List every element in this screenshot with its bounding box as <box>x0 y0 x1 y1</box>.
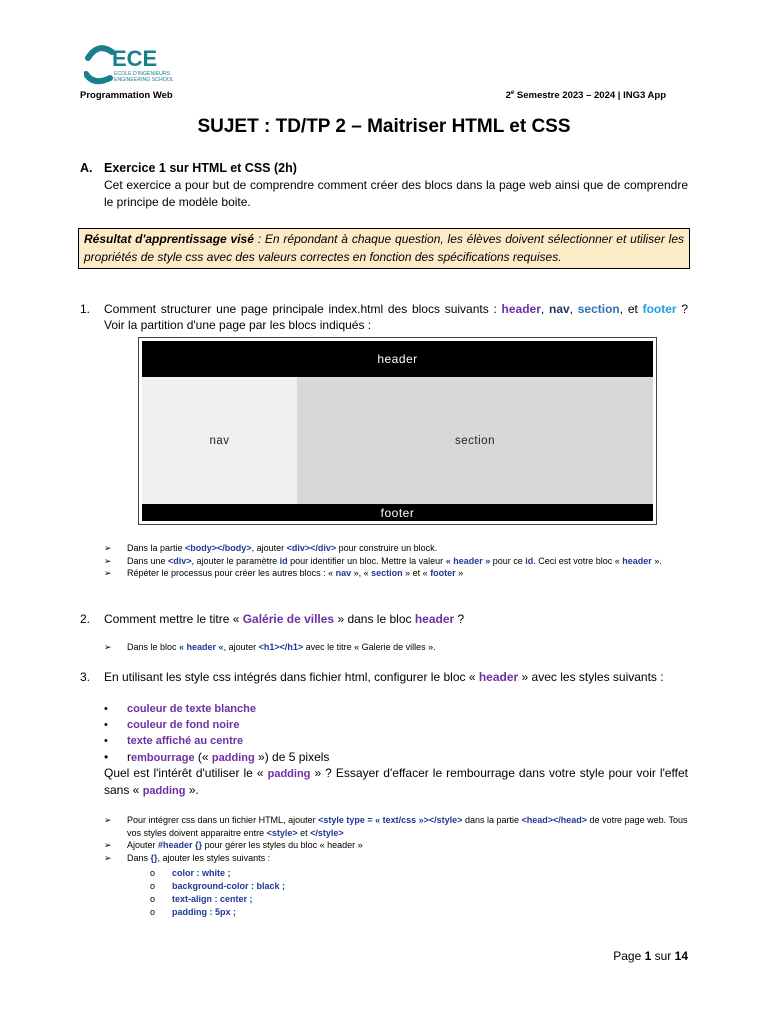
list-item: • texte affiché au centre <box>104 735 244 747</box>
list-item: ➢ Répéter le processus pour créer les autres blocs : « nav », « section » et « footer » <box>104 568 464 578</box>
list-item: ➢ Dans la partie <body></body>, ajouter <div></div> pour construire un block. <box>104 543 438 553</box>
diagram-header-block: header <box>142 341 653 377</box>
page-title: SUJET : TD/TP 2 – Maitriser HTML et CSS <box>197 116 571 137</box>
page-layout-diagram <box>138 337 657 525</box>
course-name: Programmation Web <box>80 90 173 101</box>
page-number: Page 1 sur 14 <box>613 949 688 963</box>
question-1: 1. Comment structurer une page principale index.html des blocs suivants : header, nav, section, et footer ? Voir la partition d'une page par les blocs indiqués : <box>80 302 689 332</box>
list-item: ➢ Dans une <div>, ajouter le paramètre id pour identifier un bloc. Mettre la valeur « header » pour ce id. Ceci est votre bloc « header ». <box>104 555 662 566</box>
list-item: o text-align : center ; <box>150 894 253 904</box>
list-item: • couleur de fond noire <box>104 719 240 731</box>
list-item: o color : white ; <box>150 868 231 878</box>
section-a-heading: A. Exercice 1 sur HTML et CSS (2h) <box>80 161 297 175</box>
semester-info: 2e Semestre 2023 – 2024 | ING3 App <box>505 90 666 102</box>
diagram-section-block: section <box>297 377 653 504</box>
section-a-text: Cet exercice a pour but de comprendre comment créer des blocs dans la page web ainsi que de comprendre le principe de modèle boite. <box>104 178 688 209</box>
question-3-followup: Quel est l'intérêt d'utiliser le « padding » ? Essayer d'effacer le rembourrage dans votre style pour voir l'effet sans « padding ». <box>104 766 688 797</box>
question-2: 2. Comment mettre le titre « Galérie de villes » dans le bloc header ? <box>80 612 465 626</box>
bullet-list-2 <box>104 641 688 654</box>
diagram-footer-block: footer <box>142 504 653 521</box>
list-item: ➢ Pour intégrer css dans un fichier HTML, ajouter <style type = « text/css »></style> dans la partie <head></head> de votre page web. Tous vos styles doivent apparaitre entre <style> et </style> <box>104 815 688 838</box>
ece-logo <box>84 44 194 86</box>
bullet-list-1 <box>104 542 688 580</box>
list-item: • rembourrage (« padding ») de 5 pixels <box>104 750 330 764</box>
bullet-list-3 <box>104 814 688 864</box>
css-properties-list <box>150 867 285 919</box>
list-item: ➢ Ajouter #header {} pour gérer les styles du bloc « header » <box>104 840 363 850</box>
list-item: o background-color : black ; <box>150 881 286 891</box>
list-item: o padding : 5px ; <box>150 907 236 917</box>
style-requirements-list <box>104 701 329 766</box>
list-item: ➢ Dans le bloc « header «, ajouter <h1></h1> avec le titre « Galerie de villes ». <box>104 642 436 652</box>
logo-brand: ECE <box>112 46 158 71</box>
list-item: • couleur de texte blanche <box>104 703 256 715</box>
logo-line1: ECOLE D'INGÉNIEURS <box>114 71 171 77</box>
list-item: ➢ Dans {}, ajouter les styles suivants : <box>104 852 271 863</box>
diagram-nav-block: nav <box>142 377 297 504</box>
question-3: 3. En utilisant les style css intégrés dans fichier html, configurer le bloc « header » avec les styles suivants : <box>80 670 664 684</box>
ece-logo-icon <box>84 44 194 86</box>
learning-outcome-box: Résultat d'apprentissage visé : En répondant à chaque question, les élèves doivent sélectionner et utiliser les propriétés de style css avec des valeurs correctes en fonction des spécifications requises. <box>78 228 690 269</box>
logo-line2: ENGINEERING SCHOOL <box>114 77 174 83</box>
